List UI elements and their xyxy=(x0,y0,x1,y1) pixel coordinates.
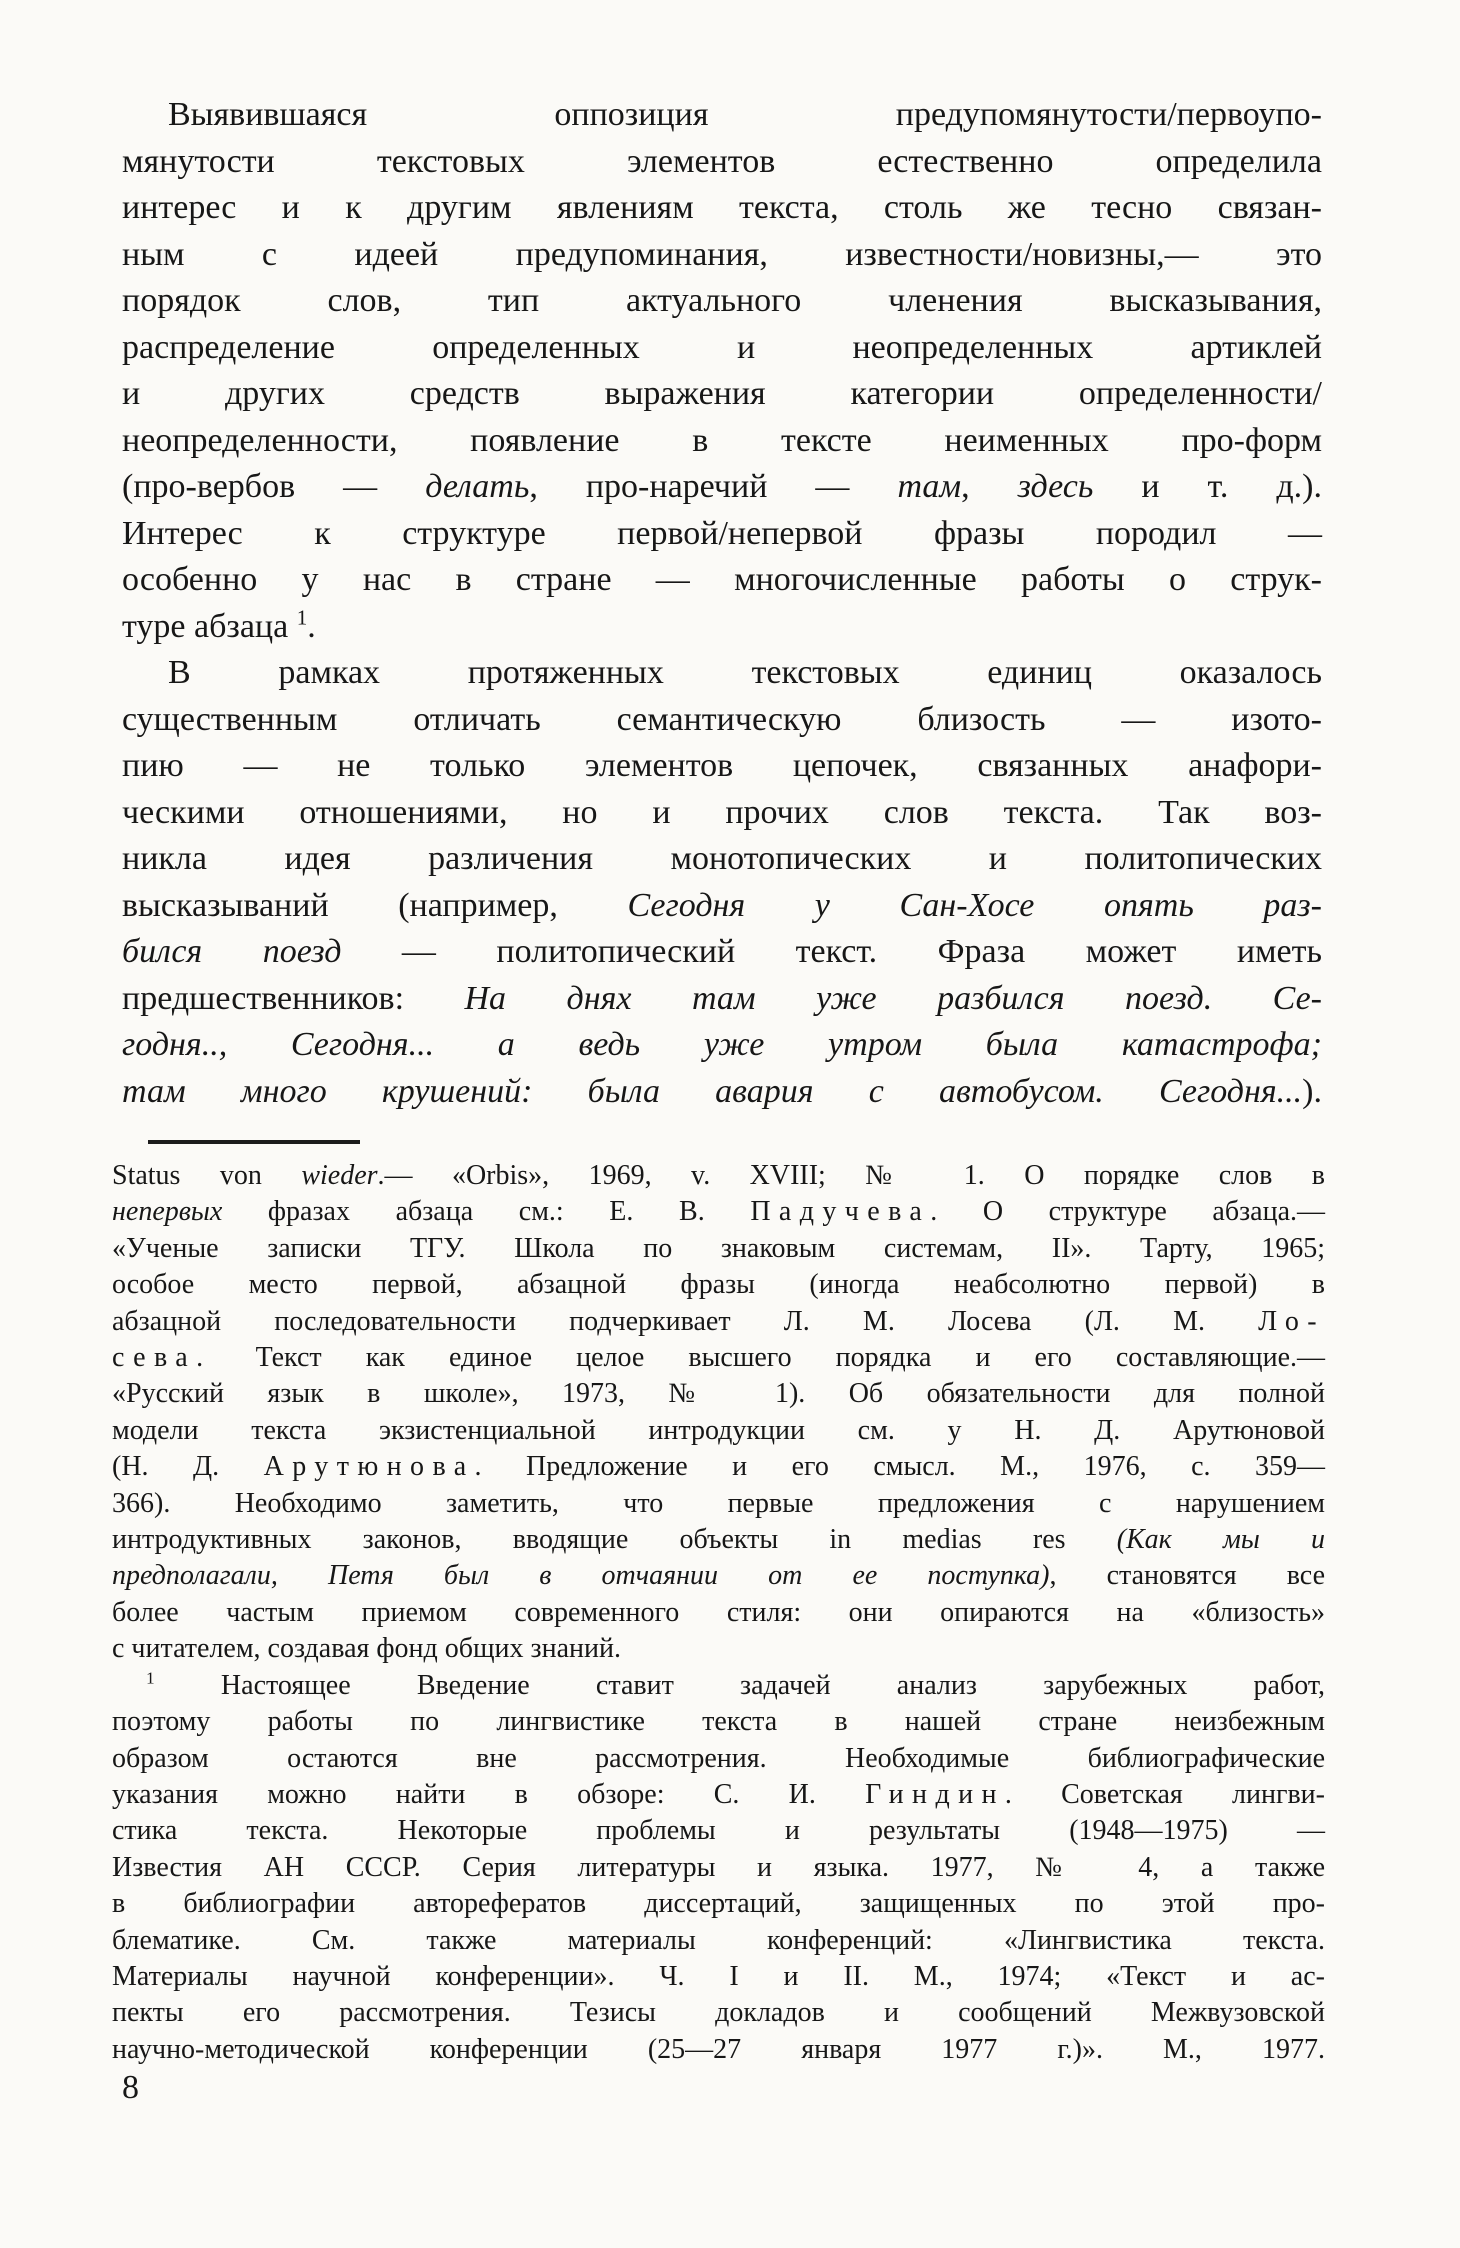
text-segment: Интерес к структуре первой/непервой фразы породил — xyxy=(122,514,1322,552)
text-line xyxy=(122,976,1322,1023)
footnote-marker: 1 xyxy=(146,1668,155,1688)
text-segment: . Советская лингви- xyxy=(1004,1778,1325,1810)
text-line xyxy=(112,1304,1325,1340)
text-line xyxy=(122,418,1322,465)
text-segment: сева. xyxy=(112,1342,212,1374)
text-line xyxy=(122,836,1322,883)
text-segment: предполагали, Петя был в отчаянии от ее поступка) xyxy=(112,1560,1050,1592)
text-segment: .— «Orbis», 1969, v. XVIII; № 1. О порядке слов в xyxy=(377,1160,1325,1191)
text-line xyxy=(112,1850,1325,1886)
text-segment: (Как мы и xyxy=(1116,1524,1325,1556)
text-segment: , становятся все xyxy=(1049,1560,1326,1592)
text-line xyxy=(122,650,1322,697)
text-segment: предшественников: xyxy=(122,979,465,1017)
text-line xyxy=(112,1631,1325,1667)
text-line xyxy=(112,1741,1325,1777)
text-segment: научно-методической конференции (25—27 января 1977 г.)». М., 1977. xyxy=(112,2033,1325,2065)
text-segment: Падучева xyxy=(750,1196,931,1228)
text-segment: интродуктивных законов, вводящие объекты in medias res xyxy=(112,1524,1117,1556)
text-segment: . Предложение и его смысл. М., 1976, с. 359— xyxy=(474,1451,1326,1483)
text-segment: Гиндин xyxy=(865,1778,1005,1810)
text-line xyxy=(112,1813,1325,1849)
text-segment: пекты его рассмотрения. Тезисы докладов и сообщений Межвузовской xyxy=(112,1997,1325,2029)
text-line xyxy=(122,883,1322,930)
text-segment: Ло- xyxy=(1258,1305,1325,1337)
text-segment: Текст как единое целое высшего порядка и его составляющие.— xyxy=(211,1342,1325,1374)
page-number: 8 xyxy=(122,2069,139,2106)
text-segment: Status von xyxy=(112,1160,302,1191)
text-segment: — политопический текст. Фраза может иметь xyxy=(341,933,1322,970)
text-segment: распределение определенных и неопределенных артиклей xyxy=(122,328,1322,366)
text-segment: На днях там уже разбился поезд. Се- xyxy=(464,979,1322,1017)
text-line xyxy=(122,557,1322,604)
text-line xyxy=(112,1449,1325,1485)
text-segment: В рамках протяженных текстовых единиц оказалось xyxy=(168,654,1322,691)
text-segment: wieder xyxy=(301,1160,378,1191)
text-segment: блематике. См. также материалы конференций: «Лингвистика текста. xyxy=(112,1924,1325,1956)
text-segment: (про-вербов — xyxy=(122,468,426,505)
text-segment: стика текста. Некоторые проблемы и результаты (1948—1975) — xyxy=(112,1815,1325,1847)
text-segment: поэтому работы по лингвистике текста в нашей стране неизбежным xyxy=(112,1706,1325,1738)
text-segment: Арутюнова xyxy=(263,1451,475,1483)
text-segment: «Русский язык в школе», 1973, № 1). Об обязательности для полной xyxy=(112,1378,1325,1410)
footnote-block xyxy=(112,1668,1325,2068)
footnote-block xyxy=(112,1158,1325,1668)
text-segment: никла идея различения монотопических и политопических xyxy=(122,840,1322,877)
text-line xyxy=(112,1486,1325,1522)
text-segment: годня.., Сегодня... а ведь уже утром была катастрофа; xyxy=(122,1026,1322,1063)
text-line xyxy=(112,1959,1325,1995)
text-line xyxy=(112,1376,1325,1412)
text-line xyxy=(122,697,1322,744)
text-segment: здесь xyxy=(1017,468,1094,505)
text-line xyxy=(112,1995,1325,2031)
text-line xyxy=(112,1340,1325,1376)
body-text-block xyxy=(122,92,1322,1115)
text-segment: особенно у нас в стране — многочисленные работы о струк- xyxy=(122,561,1322,598)
text-segment: образом остаются вне рассмотрения. Необходимые библиографические xyxy=(112,1742,1325,1774)
text-segment: порядок слов, тип актуального членения высказывания, xyxy=(122,282,1322,319)
text-segment: существенным отличать семантическую близость — изото- xyxy=(122,700,1322,738)
text-line xyxy=(122,139,1322,186)
text-line xyxy=(122,464,1322,511)
text-segment: с читателем, создавая фонд общих знаний. xyxy=(112,1633,621,1665)
text-segment: «Ученые записки ТГУ. Школа по знаковым системам, II». Тарту, 1965; xyxy=(112,1232,1325,1264)
text-line xyxy=(112,2032,1325,2068)
text-segment: и других средств выражения категории определенности/ xyxy=(122,375,1322,412)
text-segment: там xyxy=(897,468,962,505)
text-segment: 366). Необходимо заметить, что первые предложения с нарушением xyxy=(112,1487,1325,1519)
text-line xyxy=(122,278,1322,325)
text-segment: делать xyxy=(425,468,530,505)
text-line xyxy=(122,232,1322,279)
text-segment: более частым приемом современного стиля: они опираются на «близость» xyxy=(112,1596,1325,1628)
text-segment: модели текста экзистенциальной интродукции см. у Н. Д. Арутюновой xyxy=(112,1414,1325,1446)
text-segment: Материалы научной конференции». Ч. I и II. М., 1974; «Текст и ас- xyxy=(112,1960,1325,1992)
text-segment: бился поезд xyxy=(122,933,342,970)
text-line xyxy=(122,743,1322,790)
text-segment: Сегодня у Сан-Хосе опять раз- xyxy=(627,886,1323,924)
text-line xyxy=(112,1158,1325,1194)
text-segment: ным с идеей предупоминания, известности/новизны,— это xyxy=(122,235,1322,273)
text-line xyxy=(112,1668,1325,1704)
text-line xyxy=(112,1777,1325,1813)
text-segment: ). xyxy=(1302,1072,1322,1110)
text-segment: туре абзаца xyxy=(122,607,297,645)
text-line xyxy=(122,1022,1322,1069)
text-segment: мянутости текстовых элементов естественно определила xyxy=(122,142,1322,180)
text-line xyxy=(122,92,1322,139)
paragraph xyxy=(122,92,1322,650)
footnote-text-block xyxy=(112,1158,1325,2068)
footnote-marker: 1 xyxy=(296,605,308,630)
text-line xyxy=(122,325,1322,372)
text-segment: ческими отношениями, но и прочих слов текста. Так воз- xyxy=(122,793,1322,831)
text-segment: , xyxy=(961,468,1018,505)
text-segment: Выявившаяся оппозиция предупомянутости/первоупо- xyxy=(168,96,1322,133)
text-segment: пию — не только элементов цепочек, связанных анафори- xyxy=(122,747,1322,784)
text-segment: Известия АН СССР. Серия литературы и языка. 1977, № 4, а также xyxy=(112,1851,1325,1883)
text-segment: . О структуре абзаца.— xyxy=(930,1196,1325,1228)
text-line xyxy=(112,1231,1325,1267)
text-line xyxy=(122,929,1322,976)
text-line xyxy=(122,1069,1322,1116)
text-segment: непервых xyxy=(112,1196,223,1228)
text-segment: , про-наречий — xyxy=(529,468,898,505)
text-line xyxy=(122,790,1322,837)
text-segment: фразах абзаца см.: Е. В. xyxy=(222,1196,751,1228)
text-line xyxy=(122,604,1322,651)
text-line xyxy=(122,511,1322,558)
text-segment: особое место первой, абзацной фразы (иногда неабсолютно первой) в xyxy=(112,1269,1325,1301)
text-segment: абзацной последовательности подчеркивает Л. М. Лосева (Л. М. xyxy=(112,1305,1259,1337)
text-segment: и т. д.). xyxy=(1093,468,1322,505)
text-line xyxy=(112,1923,1325,1959)
text-line xyxy=(122,185,1322,232)
text-segment: указания можно найти в обзоре: С. И. xyxy=(112,1778,866,1810)
text-segment: Настоящее Введение ставит задачей анализ зарубежных работ, xyxy=(154,1669,1325,1701)
text-segment: там много крушений: была авария с автобусом. Сегодня... xyxy=(122,1072,1303,1110)
text-segment: в библиографии авторефератов диссертаций, защищенных по этой про- xyxy=(112,1888,1325,1920)
text-segment: (Н. Д. xyxy=(112,1451,264,1483)
text-line xyxy=(112,1522,1325,1558)
text-line xyxy=(122,371,1322,418)
text-line xyxy=(112,1704,1325,1740)
text-line xyxy=(112,1194,1325,1230)
text-segment: . xyxy=(307,607,316,645)
text-segment: неопределенности, появление в тексте неименных про-форм xyxy=(122,421,1322,459)
text-line xyxy=(112,1886,1325,1922)
text-segment: интерес и к другим явлениям текста, столь же тесно связан- xyxy=(122,189,1322,226)
text-segment: высказываний (например, xyxy=(122,886,628,924)
footnote-divider xyxy=(148,1140,360,1144)
text-line xyxy=(112,1413,1325,1449)
text-line xyxy=(112,1595,1325,1631)
text-line xyxy=(112,1558,1325,1594)
paragraph xyxy=(122,650,1322,1115)
text-line xyxy=(112,1267,1325,1303)
